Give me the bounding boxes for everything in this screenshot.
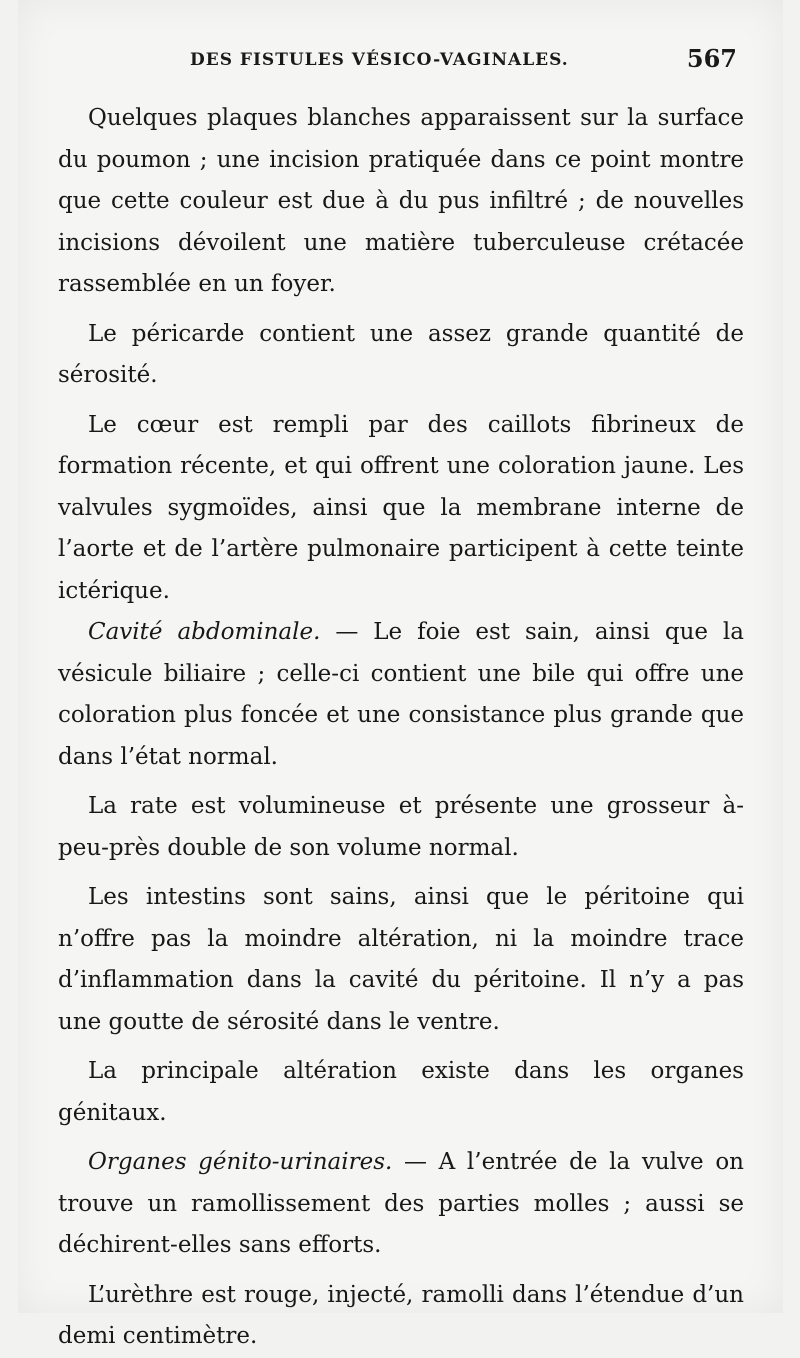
paragraph-cavite-abdominale: Cavité abdominale. — Le foie est sain, ainsi que la vésicule biliaire ; celle-ci contient une bile qui offre une coloration plus foncée et une consistance plus grande que dans l’état normal. xyxy=(58,619,744,770)
paragraph-rate: La rate est volumineuse et présente une grosseur à-peu-près double de son volume normal. xyxy=(58,793,744,861)
running-title: DES FISTULES VÉSICO-VAGINALES. xyxy=(190,50,569,70)
paragraph-coeur: Le cœur est rempli par des caillots fibrineux de formation récente, et qui offrent une coloration jaune. Les valvules sygmoïdes, ainsi que la membrane interne de l’aorte et de l’artère pulmonaire participent à cette teinte ictérique. xyxy=(58,411,744,604)
section-heading-organes-genito-urinaires: Organes génito-urinaires. xyxy=(88,1149,393,1175)
page-number: 567 xyxy=(686,44,737,73)
page-header xyxy=(18,44,783,78)
paragraph-urethre: L’urèthre est rouge, injecté, ramolli dans l’étendue d’un demi centimètre. xyxy=(58,1281,744,1349)
book-page xyxy=(18,0,783,1349)
body-text xyxy=(58,98,744,1358)
paragraph-poumon: Quelques plaques blanches apparaissent sur la surface du poumon ; une incision pratiquée dans ce point montre que cette couleur est due à du pus infiltré ; de nouvelles incisions dévoilent une matière tuberculeuse crétacée rassemblée en un foyer. xyxy=(58,105,744,297)
paragraph-intestins: Les intestins sont sains, ainsi que le péritoine qui n’offre pas la moindre altération, ni la moindre trace d’inflammation dans la cavité du péritoine. Il n’y a pas une goutte de sérosité dans le ventre. xyxy=(58,884,744,1035)
paragraph-alteration: La principale altération existe dans les organes génitaux. xyxy=(58,1058,744,1126)
section-heading-cavite-abdominale: Cavité abdominale. xyxy=(88,619,321,645)
paragraph-organes-genito-urinaires: Organes génito-urinaires. — A l’entrée de la vulve on trouve un ramollissement des parties molles ; aussi se déchirent-elles sans efforts. xyxy=(58,1149,744,1258)
paragraph-pericarde: Le péricarde contient une assez grande quantité de sérosité. xyxy=(58,320,744,388)
